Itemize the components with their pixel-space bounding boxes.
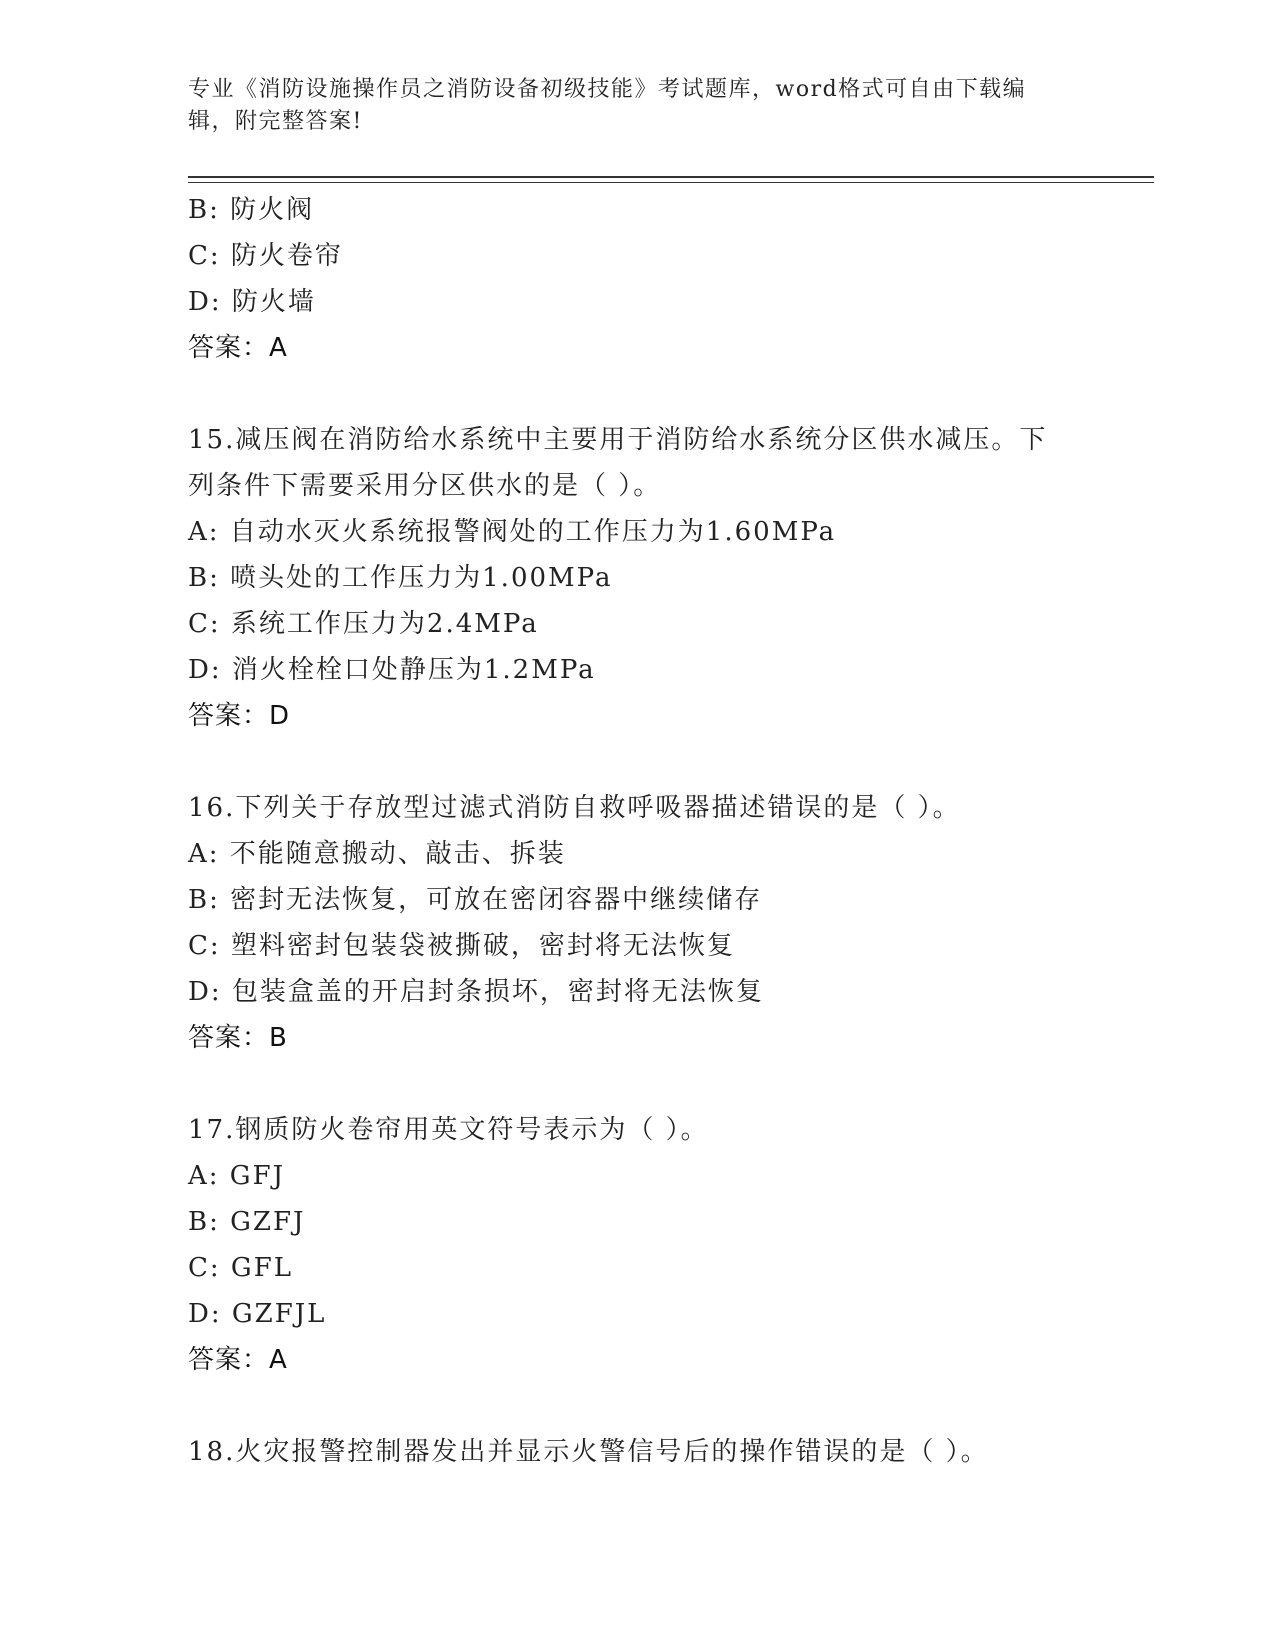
answer-line: 答案：A [188, 1345, 288, 1375]
spacer [188, 1061, 1088, 1107]
option-line: C: GFL [188, 1253, 293, 1283]
question-text: 15.减压阀在消防给水系统中主要用于消防给水系统分区供水减压。下 [188, 425, 1048, 455]
option-line: C: 系统工作压力为2.4MPa [188, 609, 539, 639]
option-line: B: 防火阀 [188, 195, 315, 225]
question-list [188, 187, 1088, 1475]
answer-line: 答案：D [188, 701, 291, 731]
answer-line: 答案：A [188, 333, 288, 363]
answer-line: 答案：B [188, 1023, 288, 1053]
option-line: D: 消火栓栓口处静压为1.2MPa [188, 655, 596, 685]
option-line: D: GZFJL [188, 1299, 327, 1329]
question-text: 列条件下需要采用分区供水的是（ ）。 [188, 471, 662, 501]
option-line: B: 密封无法恢复，可放在密闭容器中继续储存 [188, 885, 763, 915]
option-line: D: 防火墙 [188, 287, 316, 317]
spacer [188, 1383, 1088, 1429]
spacer [188, 371, 1088, 417]
header-line-1: 专业《消防设施操作员之消防设备初级技能》考试题库，word格式可自由下载编 [188, 77, 1027, 102]
option-line: B: 喷头处的工作压力为1.00MPa [188, 563, 613, 593]
option-line: D: 包装盒盖的开启封条损坏，密封将无法恢复 [188, 977, 764, 1007]
question-text: 18.火灾报警控制器发出并显示火警信号后的操作错误的是（ ）。 [188, 1437, 989, 1467]
option-line: A: GFJ [188, 1161, 286, 1191]
option-line: C: 塑料密封包装袋被撕破，密封将无法恢复 [188, 931, 735, 961]
option-line: B: GZFJ [188, 1207, 306, 1237]
page-header [188, 74, 1068, 138]
question-text: 16.下列关于存放型过滤式消防自救呼吸器描述错误的是（ ）。 [188, 793, 961, 823]
option-line: A: 不能随意搬动、敲击、拆装 [188, 839, 566, 869]
question-text: 17.钢质防火卷帘用英文符号表示为（ ）。 [188, 1115, 709, 1145]
option-line: A: 自动水灭火系统报警阀处的工作压力为1.60MPa [188, 517, 837, 547]
header-divider-thick [188, 176, 1154, 178]
header-divider-thin [188, 182, 1154, 183]
header-line-2: 辑，附完整答案! [188, 109, 363, 134]
option-line: C: 防火卷帘 [188, 241, 343, 271]
spacer [188, 739, 1088, 785]
